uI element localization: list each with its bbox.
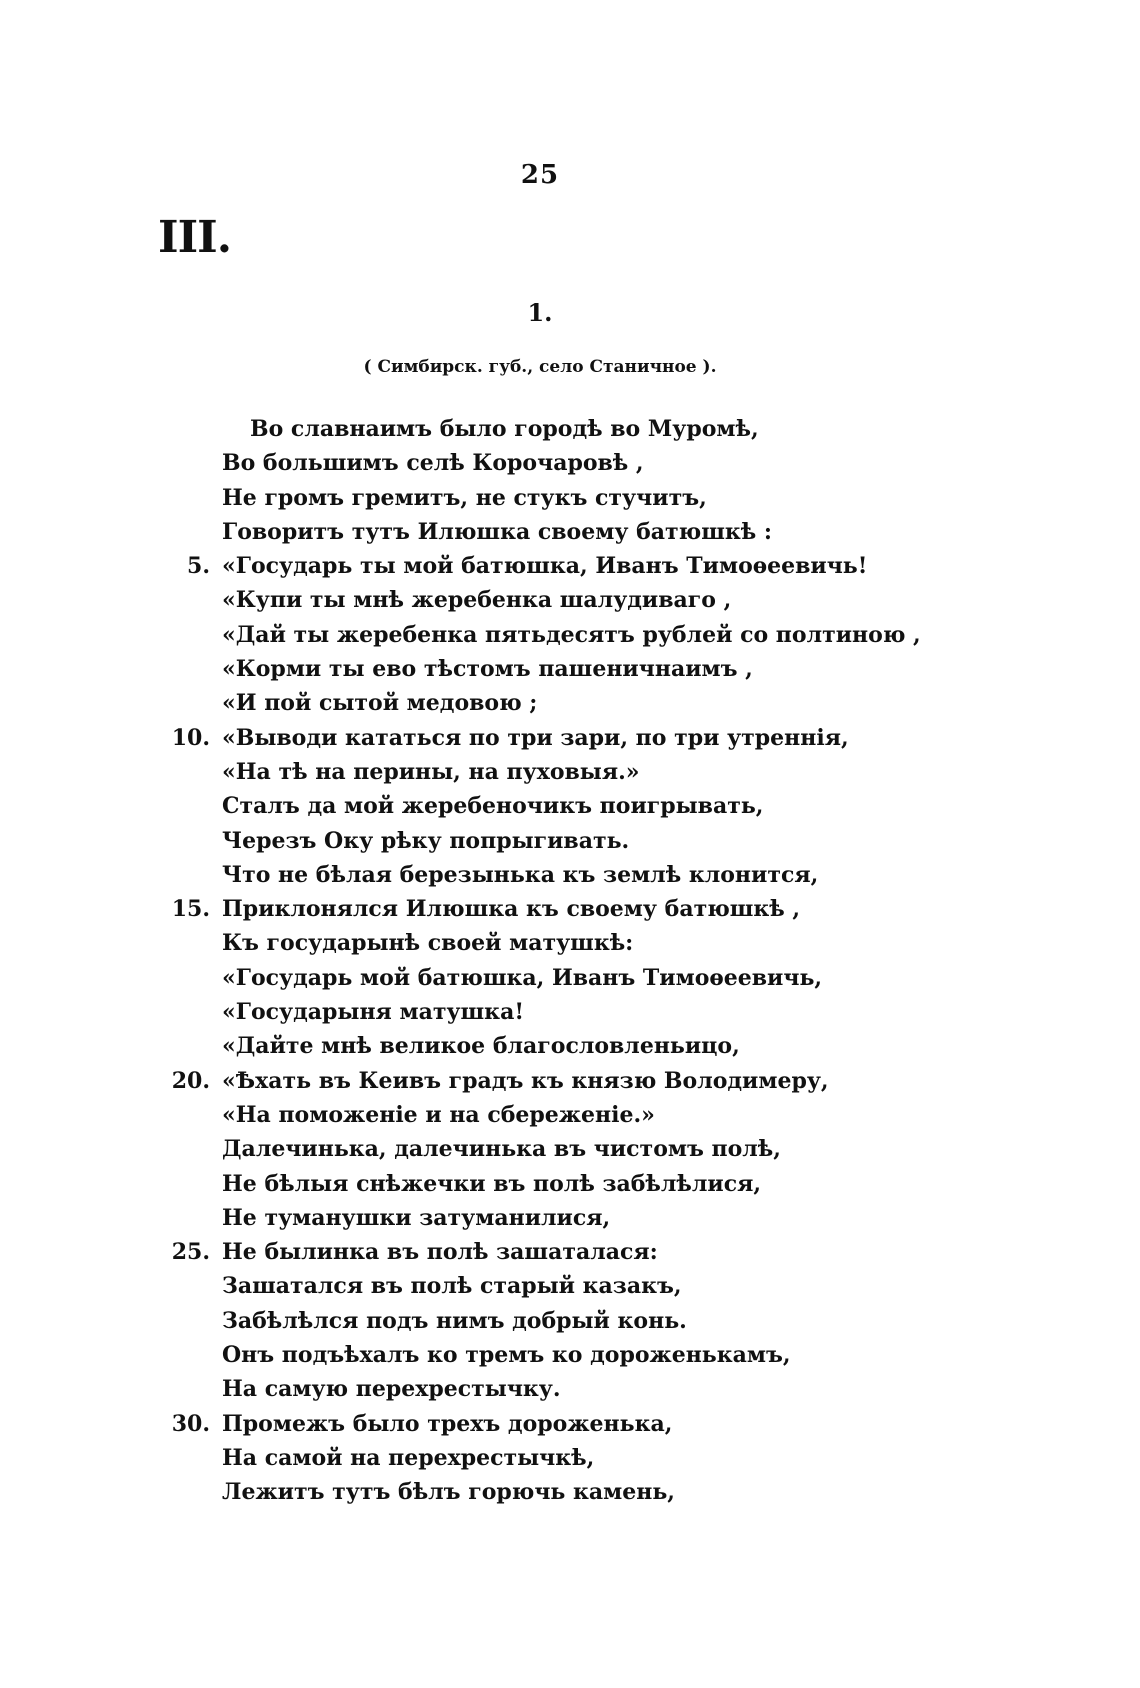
line-number: 10. xyxy=(171,724,210,751)
verse-line xyxy=(0,1235,1140,1269)
line-text: «Дайте мнѣ великое благословленьицо, xyxy=(222,1033,740,1060)
line-text: Не громъ гремитъ, не стукъ стучитъ, xyxy=(222,484,707,511)
line-text: Далечинька, далечинька въ чистомъ полѣ, xyxy=(222,1136,781,1163)
verse-line xyxy=(0,412,1140,446)
verse-line xyxy=(0,1269,1140,1303)
line-text: Что не бѣлая березынька къ землѣ клонится, xyxy=(222,861,819,888)
verse-body xyxy=(0,412,1140,1510)
verse-line xyxy=(0,995,1140,1029)
line-text: Забѣлѣлся подъ нимъ добрый конь. xyxy=(222,1307,687,1334)
verse-line xyxy=(0,1064,1140,1098)
line-text: Къ государынѣ своей матушкѣ: xyxy=(222,930,634,957)
line-text: «На тѣ на перины, на пуховыя.» xyxy=(222,758,640,785)
line-text: Во большимъ селѣ Корочаровѣ , xyxy=(222,450,644,477)
verse-line xyxy=(0,721,1140,755)
verse-line xyxy=(0,892,1140,926)
line-text: Черезъ Оку рѣку попрыгивать. xyxy=(222,827,630,854)
verse-line xyxy=(0,481,1140,515)
verse-line xyxy=(0,1475,1140,1509)
line-text: «И пой сытой медовою ; xyxy=(222,690,538,717)
verse-line xyxy=(0,1201,1140,1235)
verse-line xyxy=(0,961,1140,995)
verse-line xyxy=(0,1338,1140,1372)
verse-line xyxy=(0,515,1140,549)
verse-line xyxy=(0,1098,1140,1132)
verse-line xyxy=(0,755,1140,789)
line-text: «Ѣхать въ Кеивъ градъ къ князю Володимеру, xyxy=(222,1067,829,1094)
verse-line xyxy=(0,1167,1140,1201)
song-number: 1. xyxy=(527,298,553,327)
line-text: Не бѣлыя снѣжечки въ полѣ забѣлѣлися, xyxy=(222,1170,761,1197)
line-number: 25. xyxy=(171,1239,210,1266)
line-text: Говоритъ тутъ Илюшка своему батюшкѣ : xyxy=(222,518,772,545)
page-number: 25 xyxy=(520,160,560,190)
line-text: «Корми ты ево тѣстомъ пашеничнаимъ , xyxy=(222,656,753,683)
verse-line xyxy=(0,1372,1140,1406)
line-text: «На поможеніе и на сбереженіе.» xyxy=(222,1101,655,1128)
line-number: 30. xyxy=(171,1410,210,1437)
line-text: Сталъ да мой жеребеночикъ поигрывать, xyxy=(222,793,764,820)
verse-line xyxy=(0,1132,1140,1166)
verse-line xyxy=(0,618,1140,652)
line-text: Зашатался въ полѣ старый казакъ, xyxy=(222,1273,682,1300)
verse-line xyxy=(0,549,1140,583)
verse-line xyxy=(0,1304,1140,1338)
line-text: Приклонялся Илюшка къ своему батюшкѣ , xyxy=(222,896,801,923)
line-text: Не туманушки затуманилися, xyxy=(222,1204,611,1231)
line-text: На самой на перехрестычкѣ, xyxy=(222,1444,595,1471)
verse-line xyxy=(0,1407,1140,1441)
verse-line xyxy=(0,789,1140,823)
verse-line xyxy=(0,652,1140,686)
verse-line xyxy=(0,858,1140,892)
verse-line xyxy=(0,686,1140,720)
line-text: На самую перехрестычку. xyxy=(222,1376,561,1403)
verse-line xyxy=(0,1441,1140,1475)
verse-line xyxy=(0,926,1140,960)
line-text: «Выводи кататься по три зари, по три утреннія, xyxy=(222,724,849,751)
line-number: 20. xyxy=(171,1067,210,1094)
line-number: 15. xyxy=(171,896,210,923)
source-note: ( Симбирск. губ., село Станичное ). xyxy=(363,357,717,377)
line-text: Не былинка въ полѣ зашаталася: xyxy=(222,1239,658,1266)
verse-line xyxy=(0,583,1140,617)
line-text: Лежитъ тутъ бѣлъ горючь камень, xyxy=(222,1479,675,1506)
section-heading: III. xyxy=(158,212,232,263)
line-number: 5. xyxy=(187,553,210,580)
line-text: Промежъ было трехъ дороженька, xyxy=(222,1410,673,1437)
line-text: «Государь ты мой батюшка, Иванъ Тимоѳеевичь! xyxy=(222,553,868,580)
verse-line xyxy=(0,446,1140,480)
line-text: Онъ подъѣхалъ ко тремъ ко дороженькамъ, xyxy=(222,1342,791,1369)
verse-line xyxy=(0,1029,1140,1063)
line-text: «Государь мой батюшка, Иванъ Тимоѳеевичь, xyxy=(222,964,823,991)
line-text: Во славнаимъ было городѣ во Муромѣ, xyxy=(250,416,759,442)
line-text: «Дай ты жеребенка пятьдесятъ рублей со полтиною , xyxy=(222,621,921,648)
verse-line xyxy=(0,824,1140,858)
line-text: «Купи ты мнѣ жеребенка шалудиваго , xyxy=(222,587,732,614)
line-text: «Государыня матушка! xyxy=(222,999,524,1026)
